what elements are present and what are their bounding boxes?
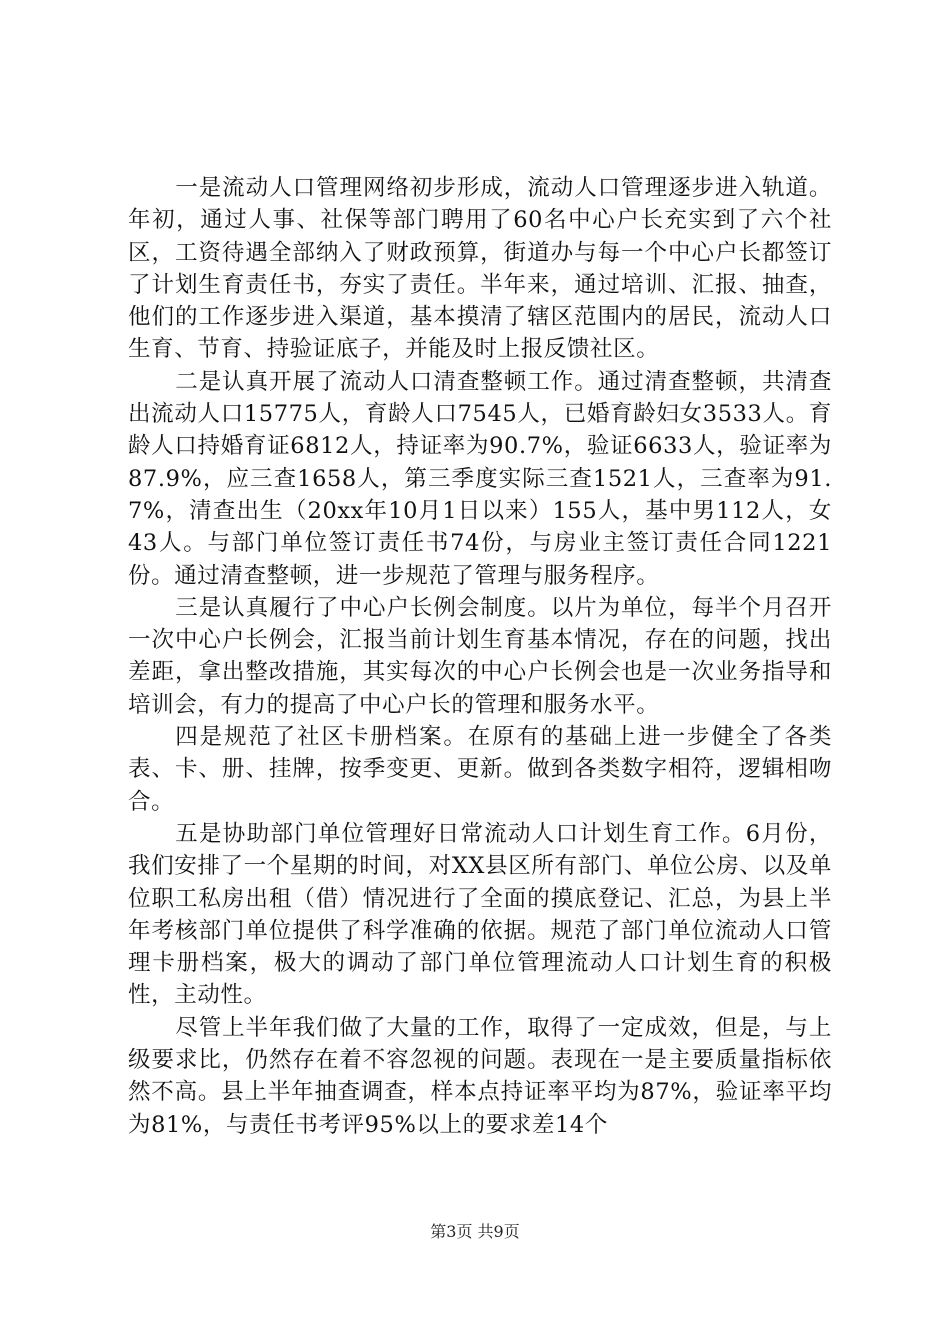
- paragraph-1: 一是流动人口管理网络初步形成，流动人口管理逐步进入轨道。年初，通过人事、社保等部门聘用了60名中心户长充实到了六个社区，工资待遇全部纳入了财政预算，街道办与每一个中心户长都签订了计划生育责任书，夯实了责任。半年来，通过培训、汇报、抽查，他们的工作逐步进入渠道，基本摸清了辖区范围内的居民，流动人口生育、节育、持验证底子，并能及时上报反馈社区。: [128, 175, 832, 363]
- paragraph-4: 四是规范了社区卡册档案。在原有的基础上进一步健全了各类表、卡、册、挂牌，按季变更、更新。做到各类数字相符，逻辑相吻合。: [128, 724, 832, 815]
- page-number-footer: 第3页 共9页: [430, 1222, 520, 1241]
- paragraph-5: 五是协助部门单位管理好日常流动人口计划生育工作。6月份，我们安排了一个星期的时间，对XX县区所有部门、单位公房、以及单位职工私房出租（借）情况进行了全面的摸底登记、汇总，为县上半年考核部门单位提供了科学准确的依据。规范了部门单位流动人口管理卡册档案，极大的调动了部门单位管理流动人口计划生育的积极性，主动性。: [128, 820, 832, 1009]
- paragraph-6: 尽管上半年我们做了大量的工作，取得了一定成效，但是，与上级要求比，仍然存在着不容忽视的问题。表现在一是主要质量指标依然不高。县上半年抽查调查，样本点持证率平均为87%，验证率平均为81%，与责任书考评95%以上的要求差14个: [128, 1014, 832, 1138]
- document-body: [128, 172, 832, 1141]
- paragraph-3: 三是认真履行了中心户长例会制度。以片为单位，每半个月召开一次中心户长例会，汇报当前计划生育基本情况，存在的问题，找出差距，拿出整改措施，其实每次的中心户长例会也是一次业务指导和培训会，有力的提高了中心户长的管理和服务水平。: [128, 594, 832, 718]
- paragraph-2: 二是认真开展了流动人口清查整顿工作。通过清查整顿，共清查出流动人口15775人，育龄人口7545人，已婚育龄妇女3533人。育龄人口持婚育证6812人，持证率为90.7%，验证6633人，验证率为87.9%，应三查1658人，第三季度实际三查1521人，三查率为91.7%，清查出生（20xx年10月1日以来）155人，基中男112人，女43人。与部门单位签订责任书74份，与房业主签订责任合同1221份。通过清查整顿，进一步规范了管理与服务程序。: [128, 368, 832, 589]
